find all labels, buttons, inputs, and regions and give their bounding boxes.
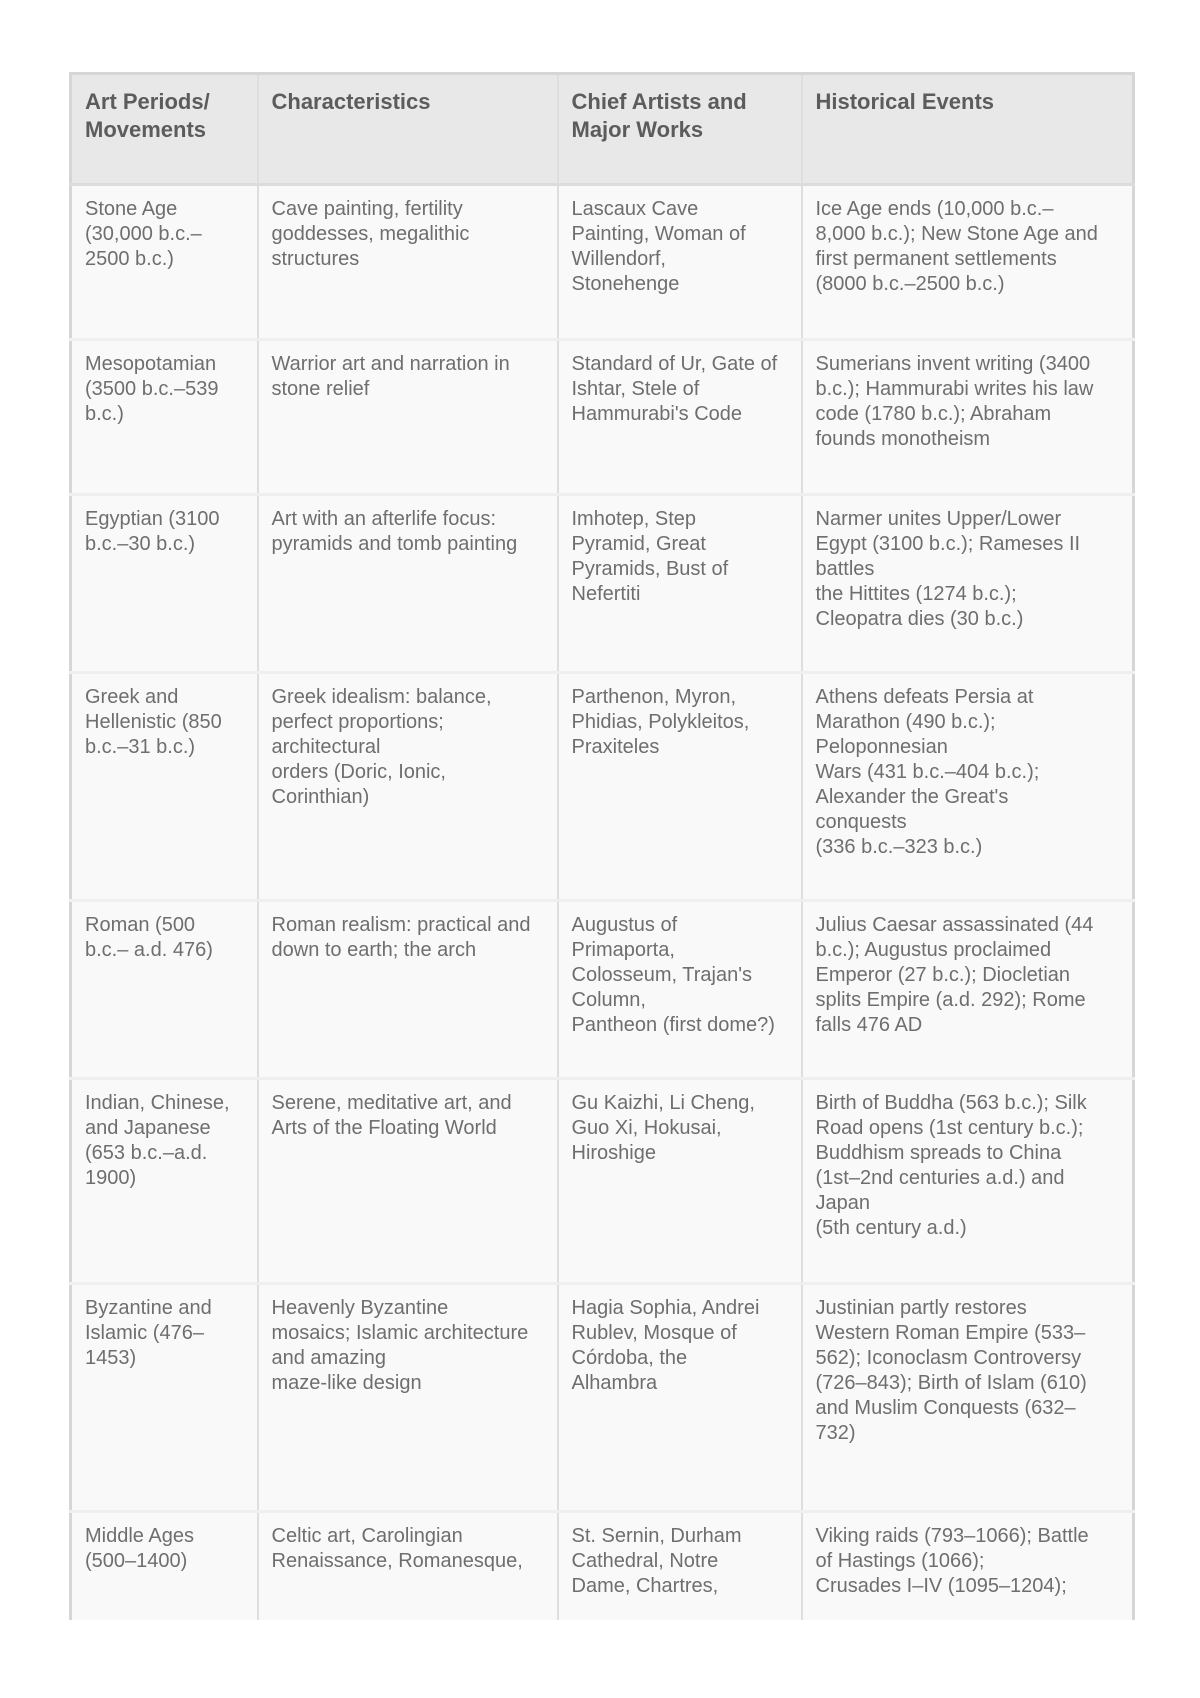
cell-period: Mesopotamian (3500 b.c.–539 b.c.) — [71, 340, 258, 495]
cell-period: Byzantine and Islamic (476– 1453) — [71, 1284, 258, 1512]
table-row — [71, 1512, 1134, 1620]
cell-historical-events: Narmer unites Upper/Lower Egypt (3100 b.c.); Rameses II battles the Hittites (1274 b.c.); Cleopatra dies (30 b.c.) — [802, 495, 1134, 673]
cell-historical-events: Julius Caesar assassinated (44 b.c.); Augustus proclaimed Emperor (27 b.c.); Diocletian splits Empire (a.d. 292); Rome falls 476 AD — [802, 901, 1134, 1079]
cell-artists-works: St. Sernin, Durham Cathedral, Notre Dame, Chartres, — [558, 1512, 802, 1620]
table-row — [71, 901, 1134, 1079]
cell-characteristics: Cave painting, fertility goddesses, megalithic structures — [258, 185, 558, 340]
cell-period: Roman (500 b.c.– a.d. 476) — [71, 901, 258, 1079]
cell-historical-events: Athens defeats Persia at Marathon (490 b.c.); Peloponnesian Wars (431 b.c.–404 b.c.); Alexander the Great's conquests (336 b.c.–323 b.c.) — [802, 673, 1134, 901]
header-row — [71, 74, 1134, 185]
cell-period: Egyptian (3100 b.c.–30 b.c.) — [71, 495, 258, 673]
cell-artists-works: Parthenon, Myron, Phidias, Polykleitos, Praxiteles — [558, 673, 802, 901]
cell-characteristics: Roman realism: practical and down to earth; the arch — [258, 901, 558, 1079]
cell-period: Indian, Chinese, and Japanese (653 b.c.–a.d. 1900) — [71, 1079, 258, 1284]
cell-artists-works: Lascaux Cave Painting, Woman of Willendorf, Stonehenge — [558, 185, 802, 340]
cell-artists-works: Gu Kaizhi, Li Cheng, Guo Xi, Hokusai, Hiroshige — [558, 1079, 802, 1284]
cell-period: Middle Ages (500–1400) — [71, 1512, 258, 1620]
cell-artists-works: Hagia Sophia, Andrei Rublev, Mosque of Córdoba, the Alhambra — [558, 1284, 802, 1512]
table-body — [71, 185, 1134, 1620]
cell-characteristics: Serene, meditative art, and Arts of the Floating World — [258, 1079, 558, 1284]
cell-period: Stone Age (30,000 b.c.– 2500 b.c.) — [71, 185, 258, 340]
cell-historical-events: Sumerians invent writing (3400 b.c.); Hammurabi writes his law code (1780 b.c.); Abraham founds monotheism — [802, 340, 1134, 495]
header-characteristics: Characteristics — [258, 74, 558, 185]
cell-historical-events: Viking raids (793–1066); Battle of Hastings (1066); Crusades I–IV (1095–1204); — [802, 1512, 1134, 1620]
cell-artists-works: Standard of Ur, Gate of Ishtar, Stele of Hammurabi's Code — [558, 340, 802, 495]
cell-artists-works: Augustus of Primaporta, Colosseum, Trajan's Column, Pantheon (first dome?) — [558, 901, 802, 1079]
table-row — [71, 340, 1134, 495]
header-historical-events: Historical Events — [802, 74, 1134, 185]
cell-historical-events: Justinian partly restores Western Roman Empire (533– 562); Iconoclasm Controversy (726–843); Birth of Islam (610) and Muslim Conquests (632– 732) — [802, 1284, 1134, 1512]
table-row — [71, 1079, 1134, 1284]
table-row — [71, 495, 1134, 673]
art-periods-table — [69, 72, 1135, 1620]
cell-characteristics: Greek idealism: balance, perfect proportions; architectural orders (Doric, Ionic, Corinthian) — [258, 673, 558, 901]
table-header — [71, 74, 1134, 185]
table-row — [71, 185, 1134, 340]
header-chief-artists: Chief Artists and Major Works — [558, 74, 802, 185]
cell-characteristics: Art with an afterlife focus: pyramids and tomb painting — [258, 495, 558, 673]
header-art-periods: Art Periods/ Movements — [71, 74, 258, 185]
cell-period: Greek and Hellenistic (850 b.c.–31 b.c.) — [71, 673, 258, 901]
cell-artists-works: Imhotep, Step Pyramid, Great Pyramids, Bust of Nefertiti — [558, 495, 802, 673]
table-row — [71, 673, 1134, 901]
cell-characteristics: Warrior art and narration in stone relief — [258, 340, 558, 495]
cell-historical-events: Birth of Buddha (563 b.c.); Silk Road opens (1st century b.c.); Buddhism spreads to China (1st–2nd centuries a.d.) and Japan (5th century a.d.) — [802, 1079, 1134, 1284]
cell-characteristics: Heavenly Byzantine mosaics; Islamic architecture and amazing maze-like design — [258, 1284, 558, 1512]
cell-historical-events: Ice Age ends (10,000 b.c.– 8,000 b.c.); New Stone Age and first permanent settlements (8000 b.c.–2500 b.c.) — [802, 185, 1134, 340]
cell-characteristics: Celtic art, Carolingian Renaissance, Romanesque, — [258, 1512, 558, 1620]
table-row — [71, 1284, 1134, 1512]
